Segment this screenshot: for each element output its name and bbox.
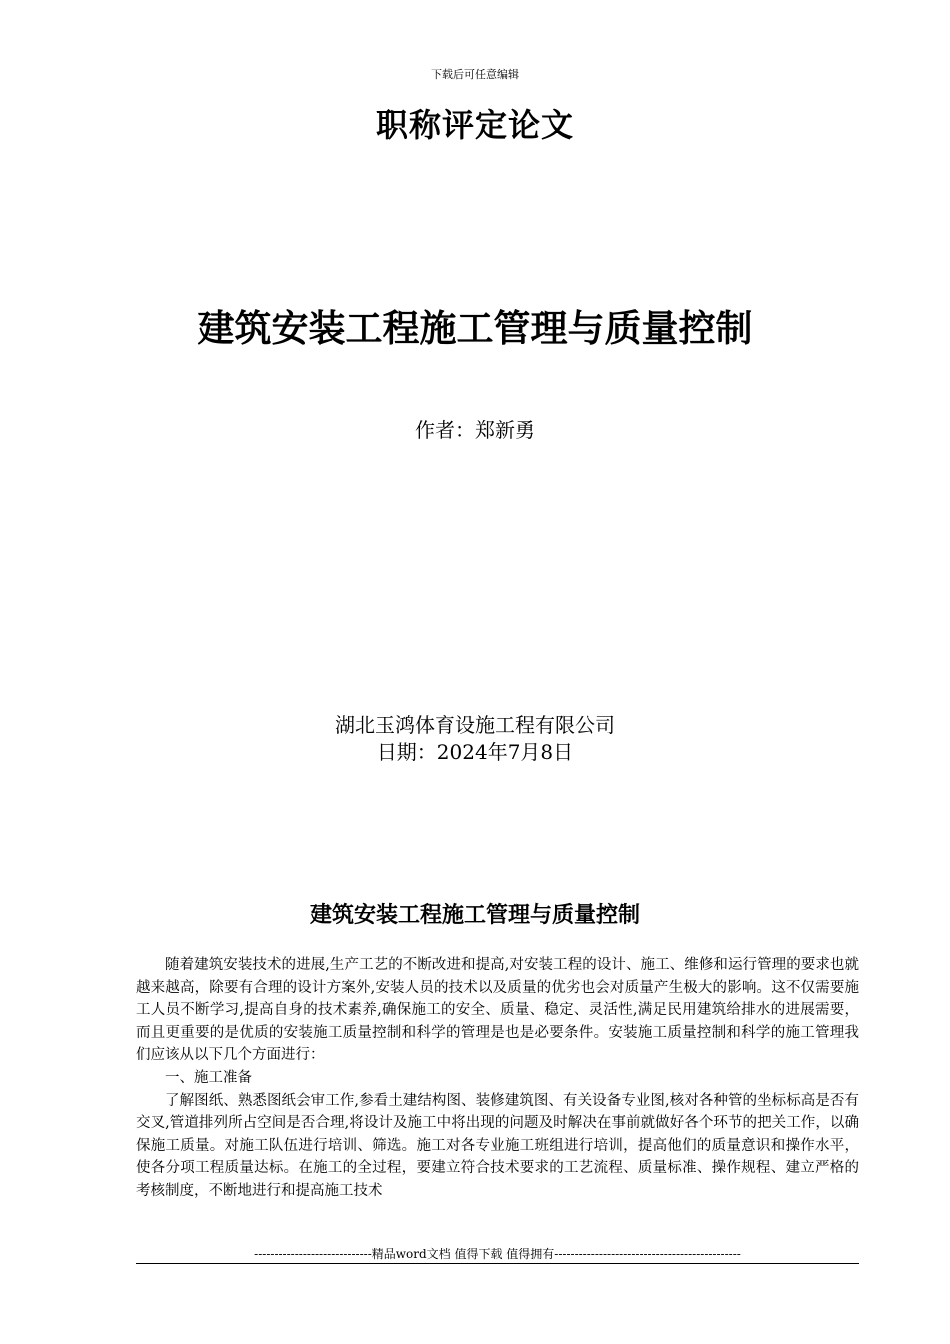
footer-text: -----------------------------精品word文档 值得下载 值得拥有---------------------------------------------- xyxy=(254,1247,741,1261)
paragraph-construction-prep: 了解图纸、熟悉图纸会审工作,参看土建结构图、装修建筑图、有关设备专业图,核对各种管的坐标标高是否有交叉,管道排列所占空间是否合理,将设计及施工中将出现的问题及时解决在事前就做好各个环节的把关工作，以确保施工质量。对施工队伍进行培训、筛选。施工对各专业施工班组进行培训，提高他们的质量意识和操作水平，使各分项工程质量达标。在施工的全过程，要建立符合技术要求的工艺流程、质量标准、操作规程、建立严格的考核制度，不断地进行和提高施工技术 xyxy=(136,1092,859,1199)
subheading-construction-prep: 一、施工准备 xyxy=(165,1069,252,1086)
document-type-heading: 职称评定论文 xyxy=(375,106,574,144)
paragraph-intro: 随着建筑安装技术的进展,生产工艺的不断改进和提高,对安装工程的设计、施工、维修和运行管理的要求也就越来越高，除要有合理的设计方案外,安装人员的技术以及质量的优劣也会对质量产生极大的影响。这不仅需要施工人员不断学习,提高自身的技术素养,确保施工的安全、质量、稳定、灵活性,满足民用建筑给排水的进展需要，而且更重要的是优质的安装施工质量控制和科学的管理是也是必要条件。安装施工质量控制和科学的施工管理我们应该从以下几个方面进行： xyxy=(136,957,859,1064)
company-name: 湖北玉鸿体育设施工程有限公司 xyxy=(335,713,615,737)
section-title: 建筑安装工程施工管理与质量控制 xyxy=(309,903,640,928)
body-text xyxy=(136,954,859,1203)
header-note: 下载后可任意编辑 xyxy=(431,68,519,81)
author-line: 作者：郑新勇 xyxy=(415,418,535,442)
footer-divider xyxy=(136,1263,859,1264)
paper-title: 建筑安装工程施工管理与质量控制 xyxy=(197,307,753,350)
date-line: 日期：2024年7月8日 xyxy=(376,740,574,764)
affiliation-block xyxy=(0,712,950,766)
